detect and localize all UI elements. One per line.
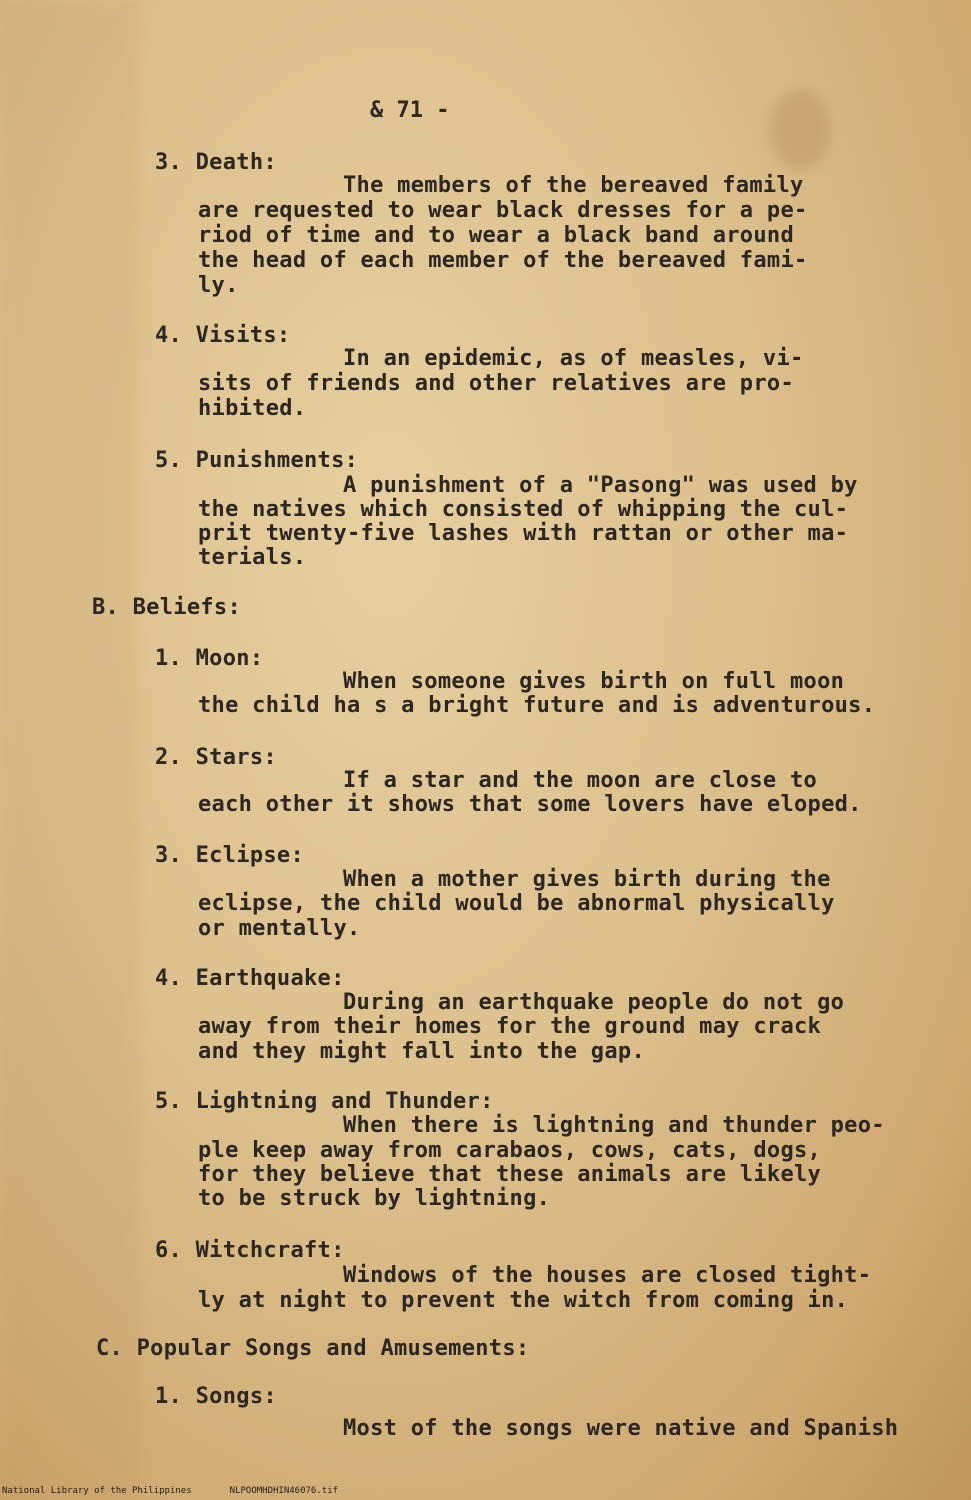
section-heading-death: 3. Death: — [155, 150, 277, 175]
text-line: ple keep away from carabaos, cows, cats, dogs, — [198, 1138, 822, 1163]
text-line: the natives which consisted of whipping the cul- — [198, 497, 849, 522]
footer-file: NLPOOMHDHIN46076.tif — [229, 1486, 339, 1496]
text-line: If a star and the moon are close to — [343, 768, 818, 793]
footer-library: National Library of the Philippines — [2, 1486, 192, 1496]
text-line: to be struck by lightning. — [198, 1186, 551, 1211]
section-heading-visits: 4. Visits: — [155, 323, 291, 348]
text-line: When a mother gives birth during the — [343, 867, 831, 892]
text-line: When there is lightning and thunder peo- — [343, 1113, 885, 1138]
section-heading-eclipse: 3. Eclipse: — [155, 843, 304, 868]
scan-footer — [2, 1486, 376, 1496]
text-line: sits of friends and other relatives are pro- — [198, 371, 794, 396]
page-number: & 71 - — [370, 98, 450, 123]
section-heading-songs: 1. Songs: — [155, 1384, 277, 1409]
text-line: eclipse, the child would be abnormal physically — [198, 891, 835, 916]
text-line: During an earthquake people do not go — [343, 990, 845, 1015]
text-line: ly at night to prevent the witch from coming in. — [198, 1288, 849, 1313]
text-line: the head of each member of the bereaved fami- — [198, 248, 808, 273]
text-line: and they might fall into the gap. — [198, 1039, 645, 1064]
text-line: The members of the bereaved family — [343, 173, 804, 198]
section-heading-stars: 2. Stars: — [155, 745, 277, 770]
text-line: hibited. — [198, 396, 307, 421]
text-line: or mentally. — [198, 916, 361, 941]
text-line: are requested to wear black dresses for a pe- — [198, 198, 808, 223]
text-line: prit twenty-five lashes with rattan or other ma- — [198, 521, 849, 546]
section-heading-beliefs: B. Beliefs: — [92, 595, 241, 620]
text-line: each other it shows that some lovers have eloped. — [198, 792, 862, 817]
text-line: for they believe that these animals are likely — [198, 1162, 822, 1187]
text-line: terials. — [198, 545, 307, 570]
section-heading-lightning: 5. Lightning and Thunder: — [155, 1089, 494, 1114]
text-line: away from their homes for the ground may crack — [198, 1014, 822, 1039]
text-line: the child ha s a bright future and is adventurous. — [198, 693, 876, 718]
text-line: A punishment of a "Pasong" was used by — [343, 473, 858, 498]
section-heading-moon: 1. Moon: — [155, 646, 264, 671]
text-line: When someone gives birth on full moon — [343, 669, 845, 694]
text-line: ly. — [198, 273, 239, 298]
section-heading-punishments: 5. Punishments: — [155, 448, 359, 473]
text-line: In an epidemic, as of measles, vi- — [343, 346, 804, 371]
section-heading-earthquake: 4. Earthquake: — [155, 966, 345, 991]
text-line: Windows of the houses are closed tight- — [343, 1263, 872, 1288]
text-line: Most of the songs were native and Spanish — [343, 1416, 899, 1441]
text-line: riod of time and to wear a black band around — [198, 223, 794, 248]
section-heading-songs-amusements: C. Popular Songs and Amusements: — [96, 1336, 530, 1361]
section-heading-witchcraft: 6. Witchcraft: — [155, 1238, 345, 1263]
